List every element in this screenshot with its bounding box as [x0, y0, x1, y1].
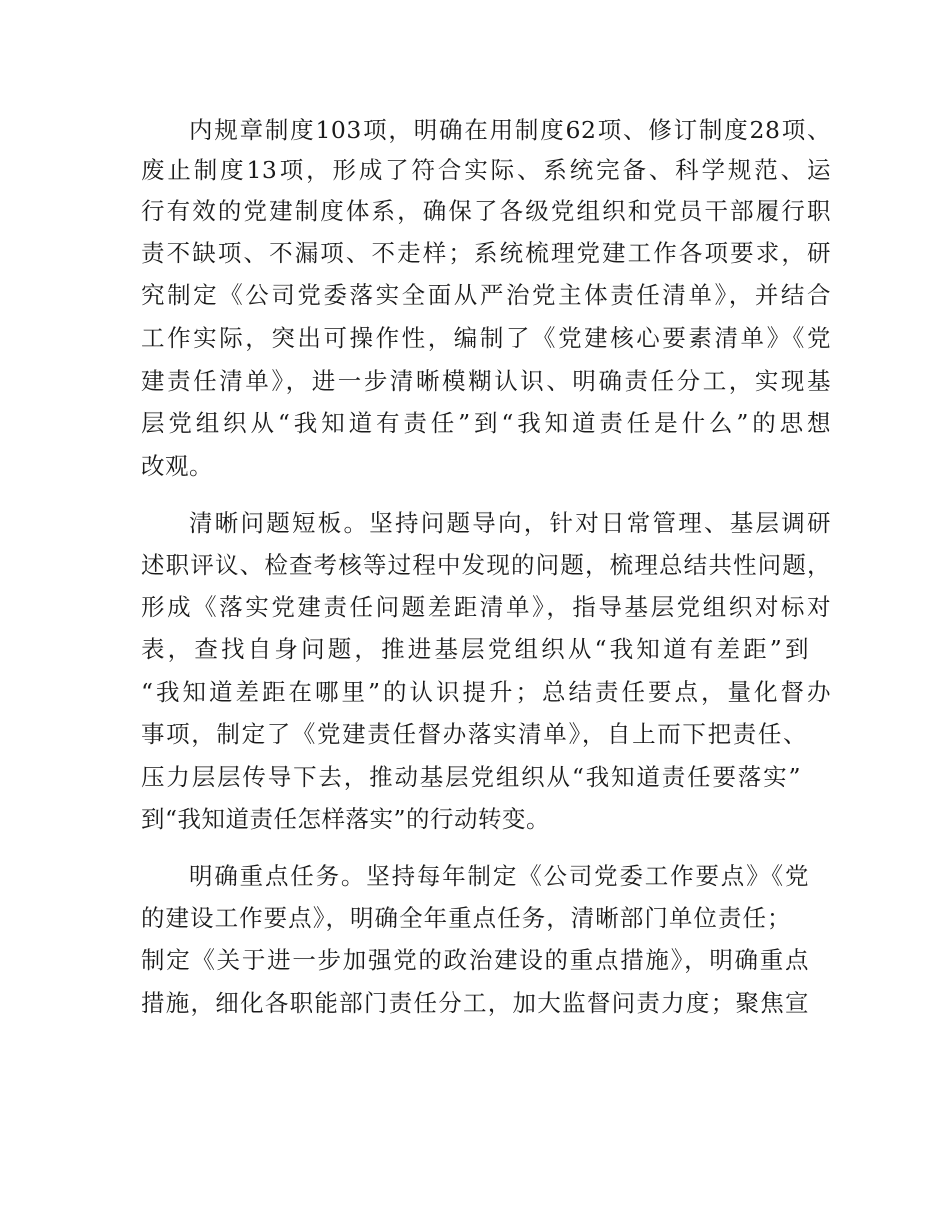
text-line: 建责任清单》，进一步清晰模糊认识、明确责任分工，实现基	[141, 367, 831, 395]
text-line: 措施，细化各职能部门责任分工，加大监督问责力度；聚焦宣	[141, 989, 809, 1017]
text-line: 事项，制定了《党建责任督办落实清单》，自上而下把责任、	[141, 720, 807, 748]
text-line: 述职评议、检查考核等过程中发现的问题，梳理总结共性问题，	[141, 551, 831, 579]
text-line: 责不缺项、不漏项、不走样；系统梳理党建工作各项要求，研	[141, 239, 831, 267]
text-line: 明确重点任务。坚持每年制定《公司党委工作要点》《党	[189, 862, 809, 890]
text-line: 制定《关于进一步加强党的政治建设的重点措施》，明确重点	[141, 946, 809, 974]
text-line: 层党组织从“我知道有责任”到“我知道责任是什么”的思想	[141, 409, 831, 437]
text-line: 改观。	[141, 452, 213, 480]
text-line: 清晰问题短板。坚持问题导向，针对日常管理、基层调研	[189, 509, 831, 537]
text-line: 表，查找自身问题，推进基层党组织从“我知道有差距”到	[141, 635, 809, 663]
text-line: 内规章制度103项，明确在用制度62项、修订制度28项、	[189, 116, 831, 144]
text-line: 工作实际，突出可操作性，编制了《党建核心要素清单》《党	[141, 324, 831, 352]
text-line: 究制定《公司党委落实全面从严治党主体责任清单》，并结合	[141, 281, 831, 309]
text-line: 的建设工作要点》，明确全年重点任务，清晰部门单位责任；	[141, 904, 791, 932]
text-line: 行有效的党建制度体系，确保了各级党组织和党员干部履行职	[141, 197, 831, 225]
text-line: 到“我知道责任怎样落实”的行动转变。	[141, 805, 551, 833]
text-line: 废止制度13项，形成了符合实际、系统完备、科学规范、运	[141, 156, 831, 184]
text-line: 形成《落实党建责任问题差距清单》，指导基层党组织对标对	[141, 593, 831, 621]
text-line: “我知道差距在哪里”的认识提升；总结责任要点，量化督办	[141, 678, 831, 706]
text-line: 压力层层传导下去，推动基层党组织从“我知道责任要落实”	[141, 763, 801, 791]
